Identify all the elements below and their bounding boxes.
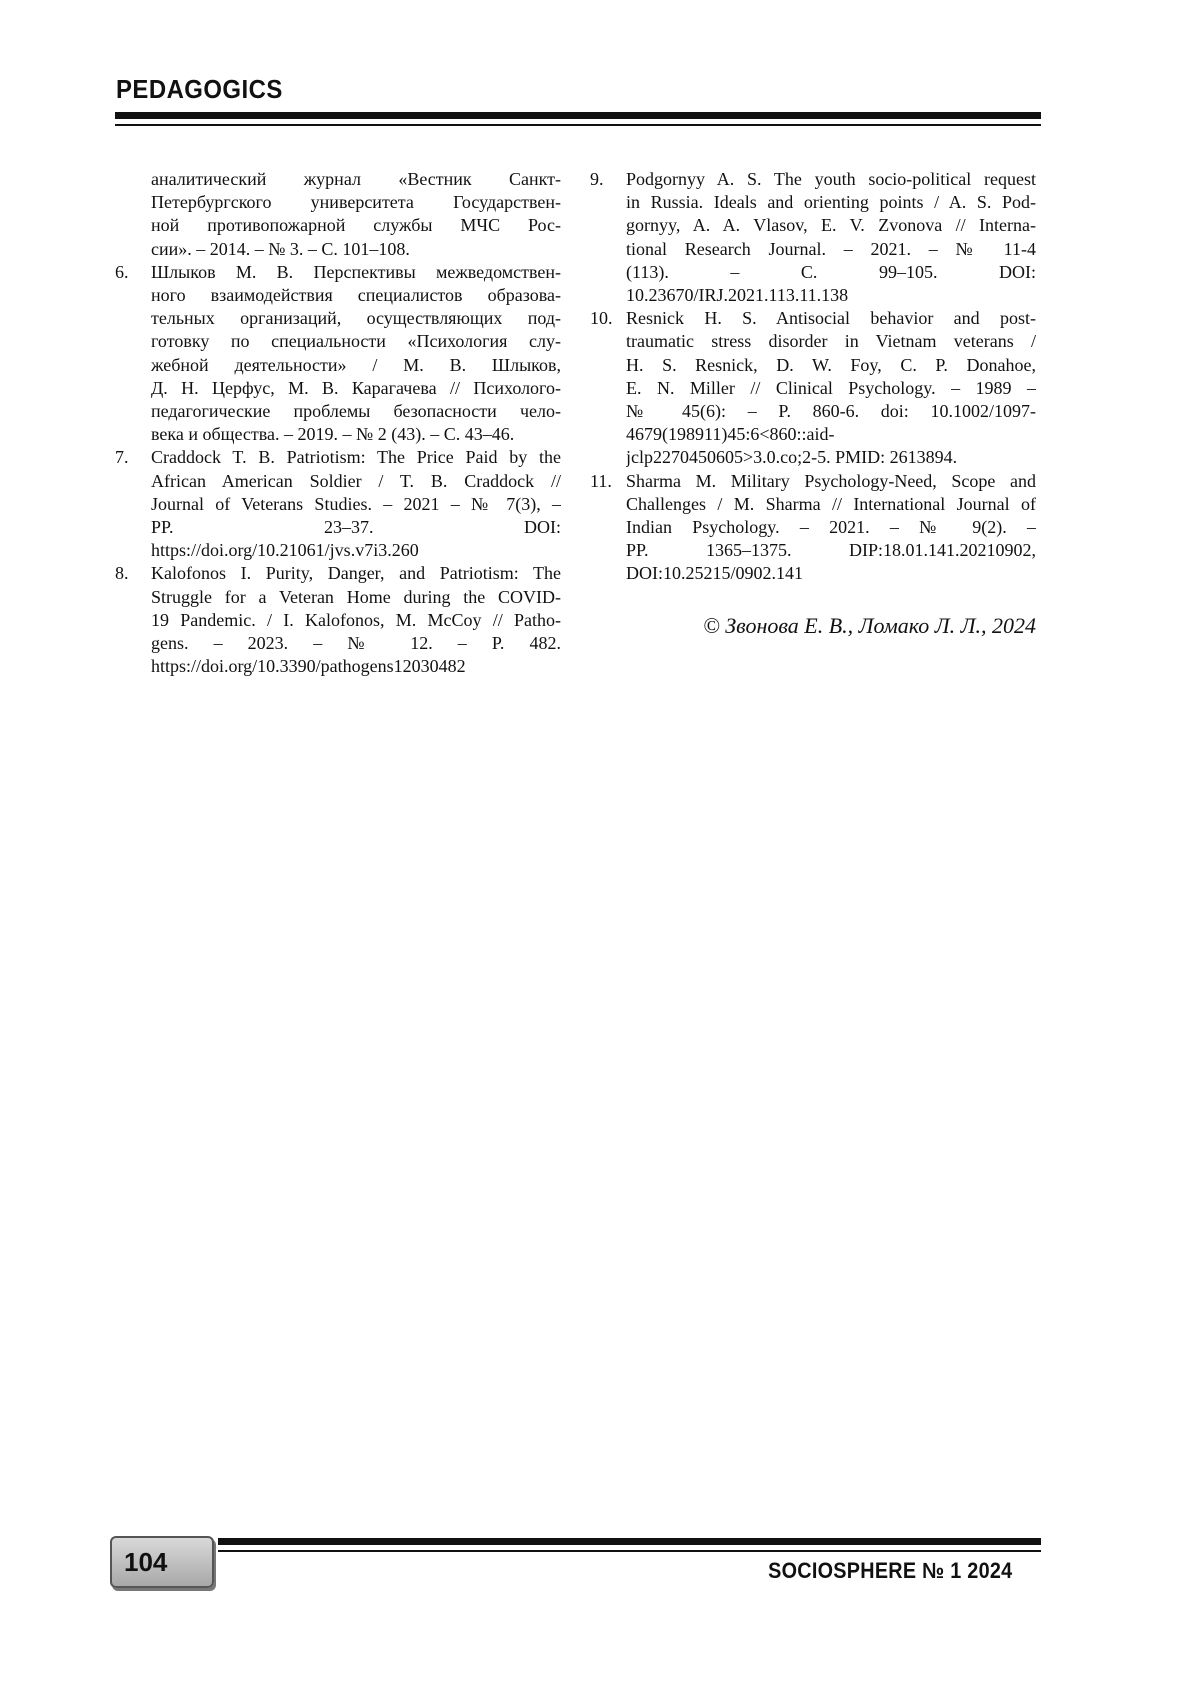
section-title: PEDAGOGICS [116, 74, 283, 104]
text-line: Craddock T. B. Patriotism: The Price Paid by the [151, 447, 561, 468]
reference-number: 9. [590, 169, 604, 189]
footer-rule-thin [218, 1550, 1041, 1552]
footer-rule-thick [218, 1538, 1041, 1545]
text-line: Struggle for a Veteran Home during the COVID- [151, 586, 561, 607]
text-line: ного взаимодействия специалистов образова- [151, 285, 561, 306]
text-line: Петербургского университета Государствен- [151, 192, 561, 213]
text-line: African American Soldier / T. B. Craddock // [151, 470, 561, 491]
text-line: Шлыков М. В. Перспективы межведомствен- [151, 261, 561, 282]
text-line: аналитический журнал «Вестник Санкт- [151, 169, 561, 189]
text-line: PP. 23–37. DOI: [151, 517, 561, 538]
doi-text: 10.23670/IRJ.2021.113.11.138 [626, 285, 849, 306]
text-line: traumatic stress disorder in Vietnam veterans / [626, 331, 1036, 352]
text-line: 4679(198911)45:6<860::aid- [626, 424, 835, 445]
text-line: сии». – 2014. – № 3. – С. 101–108. [151, 238, 410, 259]
reference-item-8 [115, 562, 561, 678]
text-line: века и общества. – 2019. – № 2 (43). – С. 43–46. [151, 424, 515, 445]
header-rule-thick [115, 112, 1041, 119]
reference-item-6 [115, 261, 561, 447]
text-line: Resnick H. S. Antisocial behavior and post- [626, 308, 1036, 329]
text-line: Podgornyy A. S. The youth socio-political request [626, 169, 1036, 189]
text-line: tional Research Journal. – 2021. – № 11-4 [626, 238, 1036, 259]
text-line: Kalofonos I. Purity, Danger, and Patriotism: The [151, 563, 561, 584]
doi-link[interactable]: https://doi.org/10.21061/jvs.v7i3.260 [151, 540, 419, 561]
reference-item-10 [590, 307, 1036, 469]
text-line: готовку по специальности «Психология слу- [151, 331, 561, 352]
right-column [590, 168, 1036, 640]
header-rule-thin [115, 124, 1041, 126]
journal-issue: SOCIOSPHERE № 1 2024 [767, 1558, 1012, 1583]
page-number-badge: 104 [110, 1536, 214, 1588]
text-line: H. S. Resnick, D. W. Foy, C. P. Donahoe, [626, 354, 1036, 375]
text-line: педагогические проблемы безопасности чело- [151, 401, 561, 422]
text-line: № 45(6): – P. 860-6. doi: 10.1002/1097- [626, 401, 1036, 422]
doi-text: DOI:10.25215/0902.141 [626, 563, 803, 584]
reference-number: 10. [590, 308, 613, 329]
text-line: Sharma M. Military Psychology-Need, Scope and [626, 470, 1036, 491]
reference-item-7 [115, 446, 561, 562]
text-line: тельных организаций, осуществляющих под- [151, 308, 561, 329]
reference-number: 8. [115, 563, 129, 584]
text-line: PP. 1365–1375. DIP:18.01.141.20210902, [626, 540, 1036, 561]
text-line: gornyy, A. A. Vlasov, E. V. Zvonova // Interna- [626, 215, 1036, 236]
text-line: (113). – С. 99–105. DOI: [626, 261, 1036, 282]
text-line: Challenges / M. Sharma // International Journal of [626, 493, 1036, 514]
reference-item-9 [590, 168, 1036, 307]
reference-number: 11. [590, 470, 612, 491]
reference-continuation [115, 168, 561, 261]
text-line: 19 Pandemic. / I. Kalofonos, M. McCoy // Patho- [151, 609, 561, 630]
left-column [115, 168, 561, 678]
text-line: in Russia. Ideals and orienting points / A. S. Pod- [626, 192, 1036, 213]
text-line: Indian Psychology. – 2021. – № 9(2). – [626, 517, 1036, 538]
text-line: jclp2270450605>3.0.co;2-5. PMID: 2613894. [626, 447, 958, 468]
text-line: gens. – 2023. – № 12. – P. 482. [151, 633, 561, 654]
text-line: Journal of Veterans Studies. – 2021 – № 7(3), – [151, 493, 561, 514]
reference-item-11 [590, 470, 1036, 586]
reference-number: 7. [115, 447, 129, 468]
copyright-notice: © Звонова Е. В., Ломако Л. Л., 2024 [703, 612, 1036, 638]
reference-number: 6. [115, 261, 129, 282]
doi-link[interactable]: https://doi.org/10.3390/pathogens12030482 [151, 656, 466, 677]
text-line: Д. Н. Церфус, М. В. Карагачева // Психолого- [151, 377, 561, 398]
text-line: жебной деятельности» / М. В. Шлыков, [151, 354, 561, 375]
text-line: ной противопожарной службы МЧС Рос- [151, 215, 561, 236]
text-line: E. N. Miller // Clinical Psychology. – 1989 – [626, 377, 1036, 398]
